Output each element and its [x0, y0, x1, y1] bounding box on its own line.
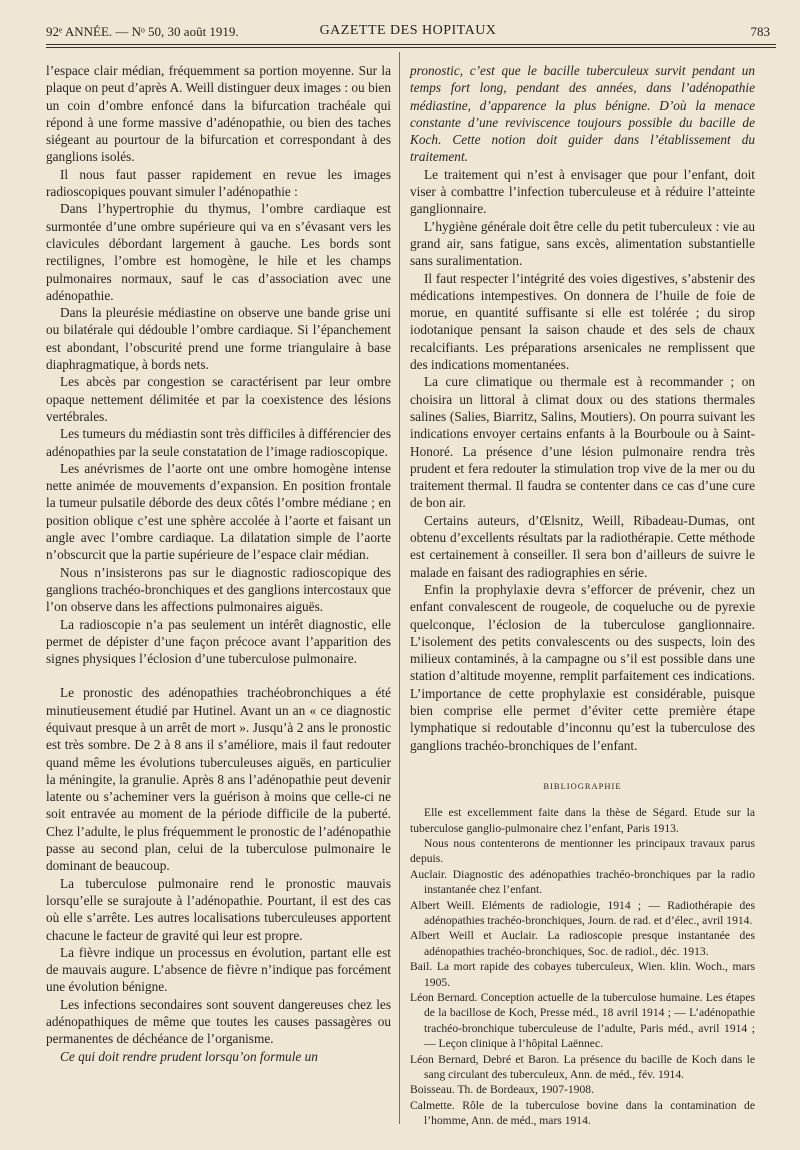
header-rule-double: [46, 47, 776, 48]
issue-info: 92ᵉ ANNÉE. — Nᵒ 50, 30 août 1919.: [46, 24, 239, 39]
paragraph: Ce qui doit rendre prudent lorsqu’on formule un: [60, 1048, 318, 1064]
paragraph: Les tumeurs du médiastin sont très difficiles à différencier des adénopathies par la seule constatation de l’image radioscopique.: [46, 426, 391, 459]
paragraph: pronostic, c’est que le bacille tuberculeux survit pendant un temps fort long, pendant des années, dans l’adénopathie médiastine, d’apparence la plus bénigne. D’où la menace constante d’une reviviscence toujours possible du bacille de Koch. Cette notion doit guider dans l’établissement du traitement.: [410, 63, 755, 165]
bibliography-entry: Boisseau. Th. de Bordeaux, 1907-1908.: [410, 1083, 594, 1097]
bibliography-intro: Elle est excellemment faite dans la thèse de Ségard. Etude sur la tuberculose ganglio-pulmonaire chez l’enfant, Paris 1913.: [410, 806, 755, 835]
paragraph: Il nous faut passer rapidement en revue les images radioscopiques pouvant simuler l’adénopathie :: [46, 166, 391, 200]
bibliography-entry: Calmette. Rôle de la tuberculose bovine dans la contamination de l’homme, Ann. de méd., mars 1914.: [410, 1098, 755, 1128]
header-rule: [46, 44, 776, 45]
bibliography-entry: Albert Weill et Auclair. La radioscopie presque instantanée des adénopathies trachéo-bronchiques, Soc. de radiol., déc. 1913.: [410, 929, 755, 958]
bibliography-entry: Albert Weill. Eléments de radiologie, 1914 ; — Radiothérapie des adénopathies trachéo-bronchiques, Journ. de rad. et d’élec., avril 1914.: [410, 898, 755, 928]
paragraph: Dans l’hypertrophie du thymus, l’ombre cardiaque est surmontée d’une ombre supérieure qui va en s’évasant vers les clavicules débordant largement à gauche. Les bords sont rectilignes, l’ombre est homogène, le hile et les champs pulmonaires normaux, sauf le cas d’association avec une adénopathie.: [46, 201, 391, 303]
paragraph: Nous n’insisterons pas sur le diagnostic radioscopique des ganglions trachéo-bronchiques et des ganglions intercostaux que l’on observe dans les affections pulmonaires aiguës.: [46, 564, 391, 615]
paragraph: L’hygiène générale doit être celle du petit tuberculeux : vie au grand air, sans fatigue, sans excès, alimentation substantielle sans suralimentation.: [410, 218, 755, 269]
journal-title: GAZETTE DES HOPITAUX: [319, 23, 497, 38]
bibliography-entry: Léon Bernard, Debré et Baron. La présence du bacille de Koch dans le sang circulant des tuberculeux, Ann. de méd., fév. 1914.: [410, 1052, 755, 1082]
paragraph: l’espace clair médian, fréquemment sa portion moyenne. Sur la plaque on peut d’après A. Weill distinguer deux images : ou bien un coin d’ombre enfoncé dans la bifurcation trachéale qui répond à une forme massive d’adénopathie, ou bien des taches siégeant au pourtour de la bifurcation et correspondant à des ganglions isolés.: [46, 63, 391, 165]
paragraph: Les infections secondaires sont souvent dangereuses chez les adénopathiques de même que toutes les causes passagères ou permanentes de déchéance de l’organisme.: [46, 996, 391, 1047]
page-number: 783: [750, 24, 770, 39]
paragraph: La radioscopie n’a pas seulement un intérêt diagnostic, elle permet de dépister d’une façon précoce avant l’apparition des signes physiques l’éclosion d’une tuberculose pulmonaire.: [46, 616, 391, 667]
paragraph: Certains auteurs, d’Œlsnitz, Weill, Ribadeau-Dumas, ont obtenu d’excellents résultats par la radiothérapie. Cette méthode est certainement à conseiller. Il sera bon d’ailleurs de suivre le malade en faisant des radiographies en série.: [410, 512, 755, 580]
paragraph: Les abcès par congestion se caractérisent par leur ombre opaque nettement délimitée et par la coexistence des lésions vertébrales.: [46, 374, 391, 424]
paragraph: Enfin la prophylaxie devra s’efforcer de prévenir, chez un enfant convalescent de rougeole, de coqueluche ou de pyrexie quelconque, l’éclosion de la tuberculose ganglionnaire. L’isolement des petits convalescents ou des suspects, loin des milieux contaminés, à la campagne ou s’il est possible dans une station d’altitude moyenne, remplit parfaitement ces indications. L’importance de cette prophylaxie est considérable, puisque bien comprise elle permet d’éviter cette première étape lymphatique si redoutable d’inconnu qu’est la tuberculose des ganglions trachéo-bronchiques de l’enfant.: [410, 581, 755, 753]
paragraph: La tuberculose pulmonaire rend le pronostic mauvais lorsqu’elle se surajoute à l’adénopathie. Pourtant, il est des cas où elle s’arrête. Les autres localisations tuberculeuses apportent chacune le facteur de gravité qui leur est propre.: [46, 875, 391, 943]
page-header: [46, 22, 770, 42]
paragraph: Il faut respecter l’intégrité des voies digestives, s’abstenir des médications intempestives. On donnera de l’huile de foie de morue, en quantité suffisante si elle est tolérée ; du sirop iodotanique pensant la saison chaude et des sels de chaux recalcifiants. Les préparations arsenicales ne remplissent que des indications momentanées.: [410, 270, 755, 373]
bibliography-entry: Léon Bernard. Conception actuelle de la tuberculose humaine. Les étapes de la bacillose de Koch, Presse méd., 18 avril 1914 ; — L’adénopathie trachéo-bronchique tuberculeuse de l’adulte, Paris méd., avril 1914 ; — Leçon clinique à l’hôpital Laënnec.: [410, 991, 755, 1051]
bibliography: [410, 805, 755, 1129]
paragraph: La fièvre indique un processus en évolution, partant elle est de mauvais augure. L’absence de fièvre n’indique pas forcément une évolution bénigne.: [46, 944, 391, 995]
paragraph: La cure climatique ou thermale est à recommander ; on choisira un littoral à climat doux ou des stations thermales salines (Salies, Biarritz, Salins, Moutiers). On pourra suivant les indications envoyer certains enfants à la Bourboule ou à Saint-Honoré. La présence d’une lésion pulmonaire rendra très prudent et fera redouter la stimulation trop vive de la mer ou du traitement thermal. Il faudra se contenter dans ce cas d’une cure de bon air.: [410, 374, 755, 511]
left-column: [46, 62, 391, 1065]
paragraph: Dans la pleurésie médiastine on observe une bande grise uni ou bilatérale qui dédouble l’ombre cardiaque. Si l’épanchement est abondant, l’obscurité prend une forme triangulaire à base diaphragmatique, à bords nets.: [46, 305, 391, 373]
right-column: [410, 62, 755, 1129]
bibliography-entry: Auclair. Diagnostic des adénopathies trachéo-bronchiques par la radio instantanée chez l’enfant.: [410, 867, 755, 897]
column-divider: [399, 52, 400, 1124]
bibliography-intro: Nous nous contenterons de mentionner les principaux travaux parus depuis.: [410, 836, 755, 866]
paragraph: Les anévrismes de l’aorte ont une ombre homogène intense nette animée de mouvements d’expansion. En position frontale la tumeur pulsatile déborde des deux côtés l’ombre médiane ; en position oblique c’est une sphère accolée à l’aorte et faisant un angle avec l’ombre cardiaque. La dilatation simple de l’aorte n’obscurcit que la partie supérieure de l’espace clair médian.: [46, 460, 391, 563]
paragraph: Le traitement qui n’est à envisager que pour l’enfant, doit viser à combattre l’infection tuberculeuse et à réduire l’atteinte ganglionnaire.: [410, 166, 755, 217]
paragraph: Le pronostic des adénopathies trachéobronchiques a été minutieusement étudié par Hutinel. Avant un an « ce diagnostic équivaut presque à un arrêt de mort ». Jusqu’à 2 ans le pronostic est très sombre. De 2 à 8 ans il s’améliore, mais il faut redouter quand même les évolutions tuberculeuses aiguës, en particulier la méningite, la granulie. Après 8 ans l’adénopathie peut devenir latente ou s’acheminer vers la guérison à moins que celle-ci ne soit entravée au moment de la période difficile de la puberté. Chez l’adulte, le plus fréquemment le pronostic de l’adénopathie passe au second plan, celui de la tuberculose pulmonaire le dominant de beaucoup.: [46, 685, 391, 874]
bibliography-heading: BIBLIOGRAPHIE: [543, 780, 622, 791]
bibliography-entry: Bail. La mort rapide des cobayes tuberculeux, Wien. klin. Woch., mars 1905.: [410, 960, 755, 989]
